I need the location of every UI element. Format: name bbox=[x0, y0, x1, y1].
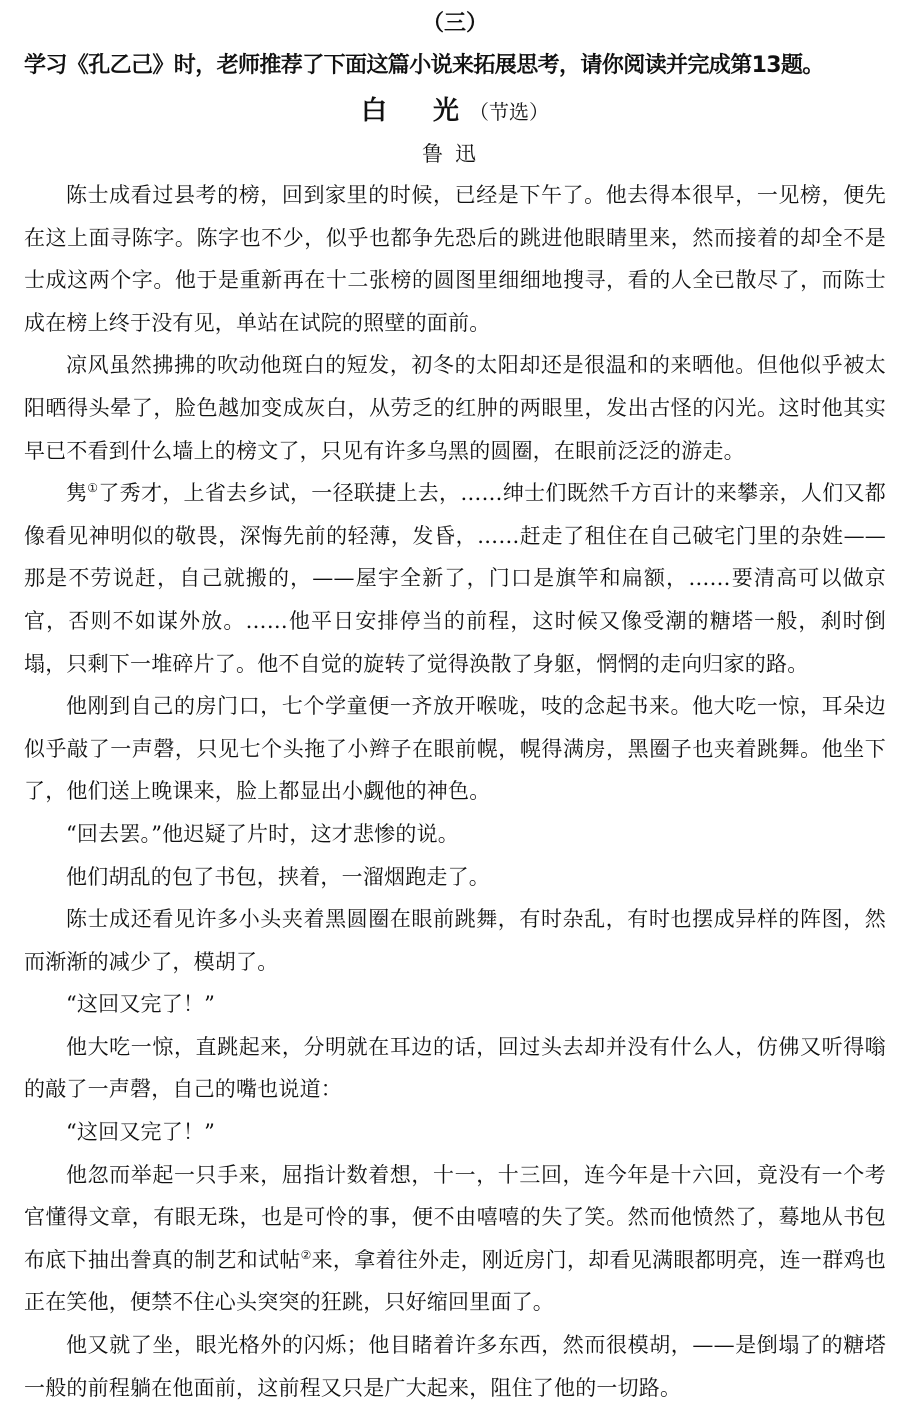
footnote-marker-1: ① bbox=[87, 481, 99, 496]
story-title-note: （节选） bbox=[469, 100, 549, 124]
paragraph-12: 他又就了坐，眼光格外的闪烁；他目睹着许多东西，然而很模胡，——是倒塌了的糖塔一般的前程躺在他面前，这前程又只是广大起来，阻住了他的一切路。 bbox=[24, 1333, 886, 1400]
paragraph-6: 他们胡乱的包了书包，挟着，一溜烟跑走了。 bbox=[66, 864, 490, 889]
story-title-text: 白 光 bbox=[360, 96, 469, 126]
paragraph-2: 凉风虽然拂拂的吹动他斑白的短发，初冬的太阳却还是很温和的来晒他。但他似乎被太阳晒得头晕了，脸色越加变成灰白，从劳乏的红肿的两眼里，发出古怪的闪光。这时他其实早已不看到什么墙上的榜文了，只见有许多乌黑的圆圈，在眼前泛泛的游走。 bbox=[24, 353, 886, 463]
paragraph-5: “回去罢。”他迟疑了片时，这才悲惨的说。 bbox=[66, 821, 459, 846]
section-number: （三） bbox=[421, 11, 488, 36]
story-title bbox=[24, 88, 886, 134]
paragraph-3 bbox=[24, 472, 886, 685]
paragraph-11-start: 他忽而举起一只手来，屈指计数着想，十一，十三回，连今年是十六回，竟没有一个考官懂得文章，有眼无珠，也是可怜的事，便不由嘻嘻的失了笑。然而他愤然了，蓦地从书包布底下抽出誊真的制艺和试帖 bbox=[24, 1162, 886, 1272]
paragraph-10: “这回又完了！” bbox=[66, 1120, 216, 1145]
paragraph-3-start: 隽 bbox=[66, 481, 88, 506]
footnote-marker-2: ② bbox=[300, 1247, 312, 1262]
paragraph-3-rest: 了秀才，上省去乡试，一径联捷上去，……绅士们既然千方百计的来攀亲，人们又都像看见神明似的敬畏，深悔先前的轻薄，发昏，……赶走了租住在自己破宅门里的杂姓——那是不劳说赶，自己就搬的，——屋宇全新了，门口是旗竿和扁额，……要清高可以做京官，否则不如谋外放。……他平日安排停当的前程，这时候又像受潮的糖塔一般，刹时倒塌，只剩下一堆碎片了。他不自觉的旋转了觉得涣散了身躯，惘惘的走向归家的路。 bbox=[24, 481, 886, 676]
paragraph-11 bbox=[24, 1154, 886, 1324]
paragraph-1: 陈士成看过县考的榜，回到家里的时候，已经是下午了。他去得本很早，一见榜，便先在这上面寻陈字。陈字也不少，似乎也都争先恐后的跳进他眼睛里来，然而接着的却全不是士成这两个字。他于是重新再在十二张榜的圆图里细细地搜寻，看的人全已散尽了，而陈士成在榜上终于没有见，单站在试院的照壁的面前。 bbox=[24, 183, 886, 335]
paragraph-4: 他刚到自己的房门口，七个学童便一齐放开喉咙，吱的念起书来。他大吃一惊，耳朵边似乎敲了一声磬，只见七个头拖了小辫子在眼前幌，幌得满房，黑圈子也夹着跳舞。他坐下了，他们送上晚课来，脸上都显出小觑他的神色。 bbox=[24, 694, 886, 804]
paragraph-9: 他大吃一惊，直跳起来，分明就在耳边的话，回过头去却并没有什么人，仿佛又听得嗡的敲了一声磬，自己的嘴也说道： bbox=[24, 1034, 886, 1102]
story-author: 鲁迅 bbox=[422, 142, 488, 166]
paragraph-7: 陈士成还看见许多小头夹着黑圆圈在眼前跳舞，有时杂乱，有时也摆成异样的阵图，然而渐渐的减少了，模胡了。 bbox=[24, 907, 886, 974]
paragraph-8: “这回又完了！” bbox=[66, 992, 216, 1017]
paragraph-11-rest: 来，拿着往外走，刚近房门，却看见满眼都明亮，连一群鸡也正在笑他，便禁不住心头突突的狂跳，只好缩回里面了。 bbox=[24, 1247, 886, 1315]
intro-instruction: 学习《孔乙己》时，老师推荐了下面这篇小说来拓展思考，请你阅读并完成第13题。 bbox=[24, 53, 824, 78]
story-body bbox=[24, 174, 886, 1409]
